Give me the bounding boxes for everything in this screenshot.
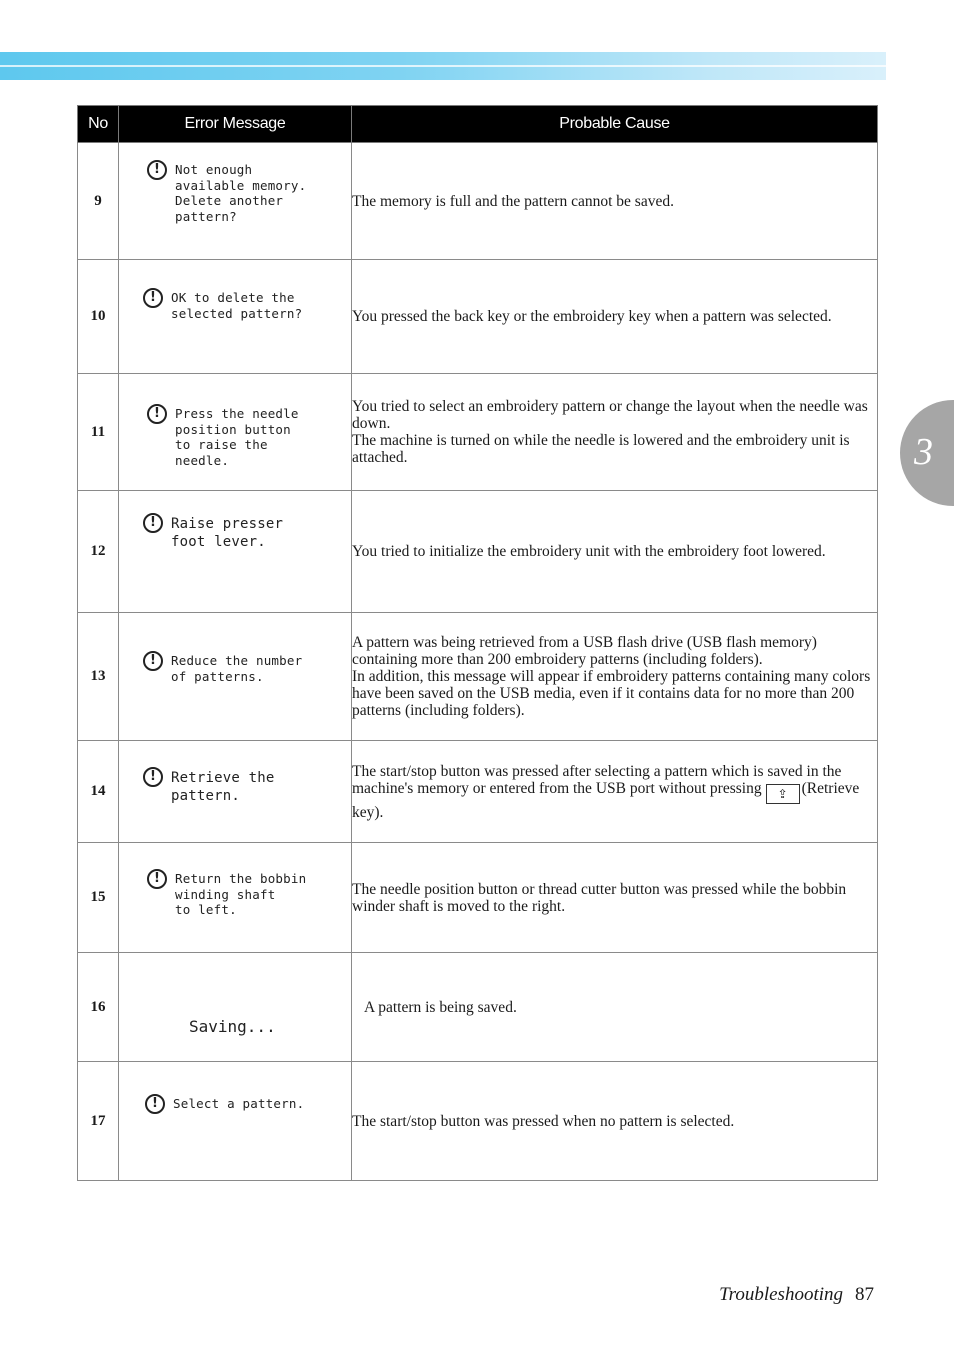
table-row <box>78 143 878 260</box>
error-message-cell <box>119 741 352 843</box>
page-number: 87 <box>855 1284 874 1305</box>
header-no: No <box>78 106 119 143</box>
probable-cause-cell <box>352 953 878 1062</box>
probable-cause-cell <box>352 613 878 741</box>
error-message-text: Not enough available memory. Delete another pattern? <box>175 162 307 224</box>
error-message-cell <box>119 491 352 613</box>
warning-icon: ! <box>143 288 163 308</box>
error-message-cell <box>119 374 352 491</box>
error-message-text: Select a pattern. <box>173 1096 305 1111</box>
cause-text: The memory is full and the pattern cannot be saved. <box>352 192 674 210</box>
table-row <box>78 260 878 374</box>
error-message-cell <box>119 260 352 374</box>
probable-cause-cell <box>352 260 878 374</box>
error-message-text: Reduce the number of patterns. <box>171 653 303 684</box>
probable-cause-cell <box>352 143 878 260</box>
table-row <box>78 374 878 491</box>
warning-icon: ! <box>143 513 163 533</box>
cause-text: A pattern is being saved. <box>364 998 517 1016</box>
page-footer <box>700 1284 874 1306</box>
saving-message-text: Saving... <box>189 1017 276 1036</box>
cause-text: In addition, this message will appear if embroidery patterns containing many colors have been saved on the USB media, even if it contains data for no more than 200 patterns (including folders). <box>352 668 871 719</box>
probable-cause-cell <box>352 491 878 613</box>
cause-text: You tried to select an embroidery pattern or change the layout when the needle was down. <box>352 398 868 432</box>
chapter-tab <box>900 400 954 506</box>
row-number: 17 <box>78 1062 119 1181</box>
cause-text: The start/stop button was pressed when no pattern is selected. <box>352 1112 735 1130</box>
cause-text: The needle position button or thread cutter button was pressed while the bobbin winder shaft is moved to the right. <box>352 880 847 915</box>
warning-icon: ! <box>143 767 163 787</box>
cause-text: The start/stop button was pressed after selecting a pattern which is saved in the machine's memory or entered from the USB port without pressing <box>352 762 842 797</box>
cause-text: You tried to initialize the embroidery unit with the embroidery foot lowered. <box>352 543 826 560</box>
cause-text: You pressed the back key or the embroidery key when a pattern was selected. <box>352 308 832 325</box>
row-number: 9 <box>78 143 119 260</box>
warning-icon: ! <box>147 160 167 180</box>
row-number: 16 <box>78 953 119 1062</box>
header-probable-cause: Probable Cause <box>352 106 878 143</box>
cause-text-end: (Retrieve key). <box>352 779 860 821</box>
error-message-text: Press the needle position button to raise the needle. <box>175 406 299 468</box>
probable-cause-cell <box>352 374 878 491</box>
error-table <box>77 105 878 1181</box>
table-row <box>78 953 878 1062</box>
warning-icon: ! <box>143 651 163 671</box>
row-number: 11 <box>78 374 119 491</box>
table-row <box>78 843 878 953</box>
row-number: 14 <box>78 741 119 843</box>
error-message-cell <box>119 1062 352 1181</box>
table-row <box>78 1062 878 1181</box>
probable-cause-cell <box>352 741 878 843</box>
table-row <box>78 741 878 843</box>
cause-text: The machine is turned on while the needle is lowered and the embroidery unit is attached. <box>352 432 850 466</box>
row-number: 12 <box>78 491 119 613</box>
probable-cause-cell <box>352 843 878 953</box>
error-message-cell <box>119 613 352 741</box>
row-number: 13 <box>78 613 119 741</box>
warning-icon: ! <box>145 1094 165 1114</box>
error-message-text: OK to delete the selected pattern? <box>171 290 303 321</box>
probable-cause-cell <box>352 1062 878 1181</box>
row-number: 15 <box>78 843 119 953</box>
row-number: 10 <box>78 260 119 374</box>
cause-text: A pattern was being retrieved from a USB flash drive (USB flash memory) containing more than 200 embroidery patterns (including folders). <box>352 634 817 668</box>
table-row <box>78 613 878 741</box>
warning-icon: ! <box>147 404 167 424</box>
table-header-row <box>78 106 878 143</box>
retrieve-key-icon: ⇪ <box>766 784 800 804</box>
chapter-number: 3 <box>914 431 933 473</box>
table-row <box>78 491 878 613</box>
header-error-message: Error Message <box>119 106 352 143</box>
error-message-text: Raise presser foot lever. <box>171 516 284 550</box>
error-message-cell <box>119 953 352 1062</box>
error-message-cell <box>119 843 352 953</box>
error-message-cell <box>119 143 352 260</box>
error-message-text: Retrieve the pattern. <box>171 770 275 804</box>
warning-icon: ! <box>147 869 167 889</box>
header-band <box>0 52 886 80</box>
error-message-text: Return the bobbin winding shaft to left. <box>175 871 307 917</box>
footer-section-title: Troubleshooting <box>719 1284 843 1305</box>
